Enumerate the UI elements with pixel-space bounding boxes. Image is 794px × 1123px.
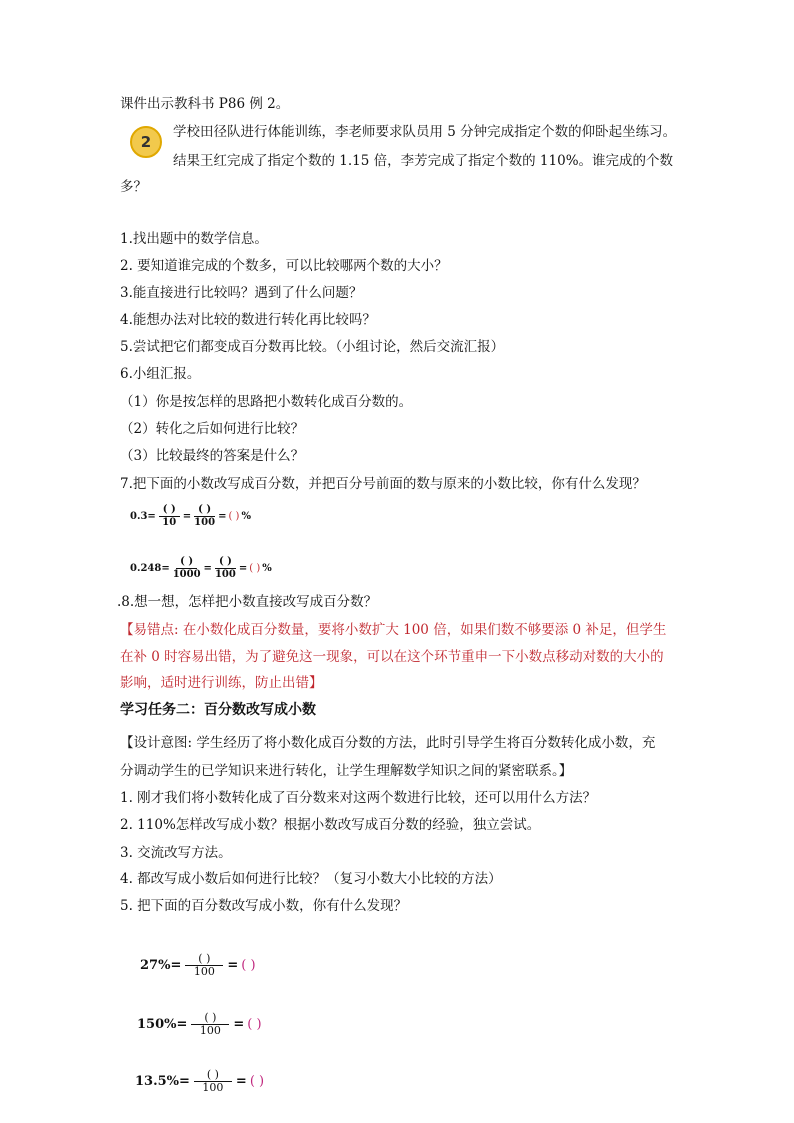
error-note-line-1: 【易错点: 在小数化成百分数量，要将小数扩大 100 倍，如果们数不够要添 0 补足，但学生 <box>120 622 667 638</box>
eq1-percent-sign: % <box>241 511 251 522</box>
step-5: 5. 把下面的百分数改写成小数，你有什么发现？ <box>120 898 408 914</box>
pct-eq3-numerator: ( ) <box>194 1069 232 1082</box>
eq1-fraction-1 <box>159 504 180 529</box>
pct-eq1-denominator: 100 <box>193 965 215 978</box>
question-6: 6.小组汇报。 <box>120 366 201 382</box>
question-3: 3.能直接进行比较吗？遇到了什么问题？ <box>120 285 363 301</box>
eq2-fraction-2 <box>215 556 236 581</box>
percent-equation-1 <box>140 953 256 978</box>
eq1-equals-2: = <box>218 511 227 522</box>
percent-equation-3 <box>135 1069 264 1094</box>
sub-question-1: （1）你是按怎样的思路把小数转化成百分数的。 <box>120 394 413 410</box>
eq1-denominator-1: 10 <box>162 517 177 528</box>
eq1-numerator-1: ( ) <box>159 504 180 517</box>
pct-eq2-denominator: 100 <box>199 1024 221 1037</box>
eq1-lhs: 0.3= <box>130 511 156 522</box>
question-8: .8.想一想，怎样把小数直接改写成百分数？ <box>117 594 378 610</box>
percent-equation-2 <box>137 1012 262 1037</box>
pct-eq2-answer-blank: ( ) <box>247 1017 262 1032</box>
pct-eq1-fraction <box>185 953 223 978</box>
badge-number: 2 <box>140 133 152 151</box>
problem-line-1: 学校田径队进行体能训练，李老师要求队员用 5 分钟完成指定个数的仰卧起坐练习。 <box>173 124 677 140</box>
design-intent-line-2: 分调动学生的已学知识来进行转化，让学生理解数学知识之间的紧密联系。】 <box>120 763 573 779</box>
pct-eq1-answer-blank: ( ) <box>241 958 256 973</box>
question-5: 5.尝试把它们都变成百分数再比较。（小组讨论，然后交流汇报） <box>120 339 505 355</box>
question-2: 2. 要知道谁完成的个数多，可以比较哪两个数的大小？ <box>120 258 448 274</box>
question-7: 7.把下面的小数改写成百分数，并把百分号前面的数与原来的小数比较，你有什么发现？ <box>120 476 646 492</box>
task-2-heading: 学习任务二：百分数改写成小数 <box>120 702 316 718</box>
pct-eq2-equals: = <box>233 1017 245 1032</box>
eq2-equals-2: = <box>238 563 248 574</box>
example-2-icon <box>130 126 162 158</box>
eq2-lhs: 0.248= <box>130 563 170 574</box>
eq1-answer-blank: ( ) <box>228 511 240 522</box>
decimal-equation-2 <box>130 556 272 581</box>
decimal-equation-1 <box>130 504 251 529</box>
eq1-denominator-2: 100 <box>194 517 216 528</box>
eq1-numerator-2: ( ) <box>194 504 215 517</box>
eq2-fraction-1 <box>173 556 201 581</box>
eq2-denominator-2: 100 <box>214 569 236 580</box>
question-1: 1.找出题中的数学信息。 <box>120 231 268 247</box>
eq2-denominator-1: 1000 <box>172 569 201 580</box>
problem-line-3: 多？ <box>120 179 147 195</box>
pct-eq2-lhs: 150%= <box>137 1017 188 1032</box>
error-note-line-3: 影响，适时进行训练，防止出错】 <box>120 675 323 691</box>
eq1-fraction-2 <box>194 504 215 529</box>
pct-eq2-numerator: ( ) <box>191 1012 229 1025</box>
pct-eq3-denominator: 100 <box>202 1081 224 1094</box>
eq2-equals-1: = <box>203 563 212 574</box>
pct-eq3-lhs: 13.5%= <box>135 1074 190 1089</box>
design-intent-line-1: 【设计意图: 学生经历了将小数化成百分数的方法，此时引导学生将百分数转化成小数，充 <box>120 735 656 751</box>
intro-line: 课件出示教科书 P86 例 2。 <box>120 96 290 112</box>
eq1-equals-1: = <box>182 511 192 522</box>
pct-eq3-fraction <box>194 1069 232 1094</box>
pct-eq3-equals: = <box>235 1074 247 1089</box>
sub-question-3: （3）比较最终的答案是什么？ <box>120 448 305 464</box>
problem-line-2: 结果王红完成了指定个数的 1.15 倍，李芳完成了指定个数的 110%。谁完成的个数 <box>173 153 674 169</box>
step-2: 2. 110%怎样改写成小数？根据小数改写成百分数的经验，独立尝试。 <box>120 817 541 833</box>
pct-eq1-equals: = <box>227 958 239 973</box>
sub-question-2: （2）转化之后如何进行比较？ <box>120 421 305 437</box>
step-1: 1. 刚才我们将小数转化成了百分数来对这两个数进行比较，还可以用什么方法？ <box>120 790 597 806</box>
error-note-line-2: 在补 0 时容易出错，为了避免这一现象，可以在这个环节重申一下小数点移动对数的大小的 <box>120 649 664 665</box>
pct-eq3-answer-blank: ( ) <box>249 1074 265 1089</box>
step-4: 4. 都改写成小数后如何进行比较？（复习小数大小比较的方法） <box>120 871 502 887</box>
step-3: 3. 交流改写方法。 <box>120 845 232 861</box>
pct-eq1-numerator: ( ) <box>185 953 223 966</box>
pct-eq1-lhs: 27%= <box>140 958 182 973</box>
question-4: 4.能想办法对比较的数进行转化再比较吗？ <box>120 312 376 328</box>
eq2-numerator-2: ( ) <box>215 556 236 569</box>
pct-eq2-fraction <box>191 1012 229 1037</box>
eq2-answer-blank: ( ) <box>249 563 261 574</box>
eq2-numerator-1: ( ) <box>176 556 197 569</box>
eq2-percent-sign: % <box>262 563 272 574</box>
